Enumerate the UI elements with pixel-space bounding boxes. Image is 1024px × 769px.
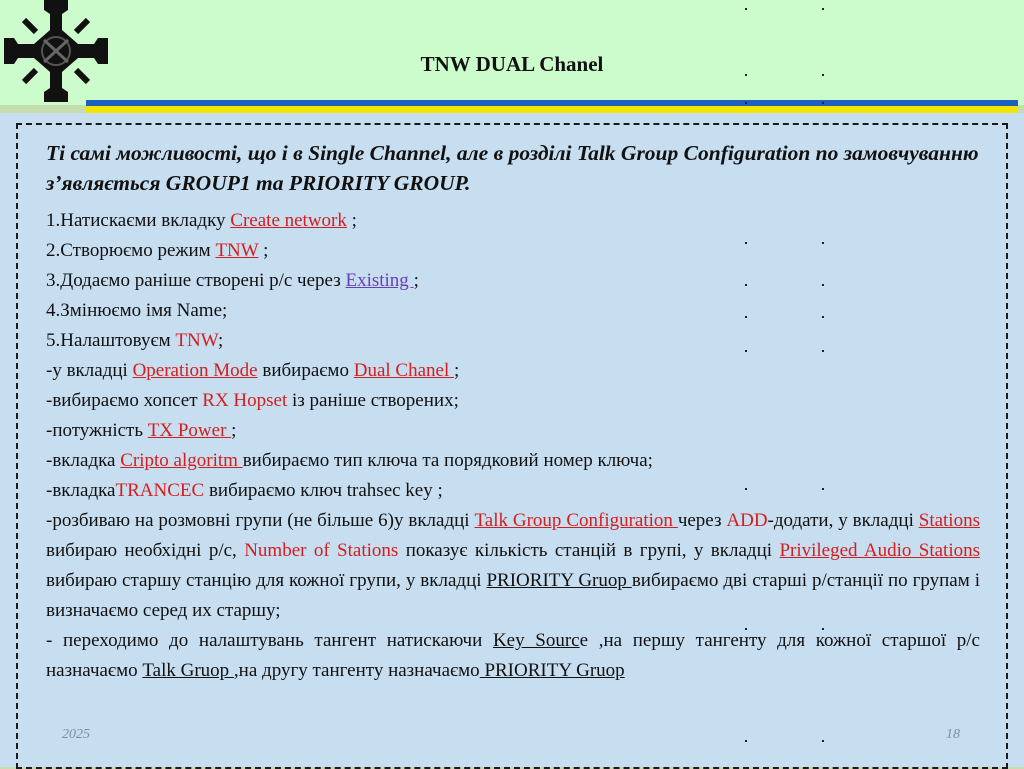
number-of-stations-label: Number of Stations	[244, 540, 399, 561]
talk-group-configuration-link[interactable]: Talk Group Configuration	[474, 510, 678, 531]
tnw-link[interactable]: TNW	[215, 240, 259, 261]
item-text: показує кількість станцій в групі, у вкладці	[398, 540, 780, 561]
existing-link[interactable]: Existing	[345, 270, 414, 291]
item-text: -потужність	[46, 420, 148, 441]
flag-stripe-yellow	[86, 106, 1018, 113]
priority-gruop-link[interactable]: PRIORITY Gruop	[486, 570, 632, 591]
cross-emblem-icon	[4, 0, 108, 102]
tx-power-link[interactable]: TX Power	[147, 420, 232, 441]
operation-mode-link[interactable]: Operation Mode	[132, 360, 258, 381]
step-text: 2.Створюємо режим	[46, 240, 216, 261]
step-4: 4.Змінюємо імя Name;	[46, 300, 228, 321]
footer-date: 2025	[62, 727, 90, 742]
item-text: ;	[453, 360, 460, 381]
step-text: ;	[217, 330, 224, 351]
dual-chanel-link[interactable]: Dual Chanel	[353, 360, 454, 381]
item-text: через	[677, 510, 727, 531]
item-text: - переходимо до налаштувань тангент натискаючи	[46, 630, 493, 651]
step-text: 1.Натискаєми вкладку	[46, 210, 231, 231]
step-text: ;	[346, 210, 357, 231]
decor-dot	[745, 74, 747, 76]
slide-body	[46, 138, 980, 686]
item-text: вибираємо тип ключа та порядковий номер ключа;	[242, 450, 653, 471]
step-text: ;	[413, 270, 419, 291]
decor-dot	[745, 740, 747, 742]
item-text: -розбиваю на розмовні групи (не більше 6)у вкладці	[46, 510, 475, 531]
item-text: ,на другу тангенту назначаємо	[233, 660, 480, 681]
step-text: 3.Додаємо раніше створені р/с через	[46, 270, 346, 291]
step-2	[46, 236, 980, 266]
item-text: із раніше створених;	[287, 390, 459, 411]
stations-link[interactable]: Stations	[918, 510, 980, 531]
talk-gruop-link[interactable]: Talk Gruop	[142, 660, 234, 681]
item-text: вибираю необхідні р/с,	[46, 540, 245, 561]
item-text: -вибираємо хопсет	[46, 390, 203, 411]
item-key-source	[46, 626, 980, 686]
slide-title: TNW DUAL Chanel	[420, 52, 604, 76]
intro-paragraph: Ті самі можливості, що і в Single Channel, але в розділі Talk Group Configuration по замовчуванню з’являється GROUP1 та PRIORITY GROUP.	[46, 141, 979, 195]
item-cripto	[46, 446, 980, 476]
item-text: -вкладка	[46, 480, 116, 501]
privileged-audio-stations-link[interactable]: Privileged Audio Stations	[779, 540, 980, 561]
decor-dot	[822, 74, 824, 76]
item-operation-mode	[46, 356, 980, 386]
step-1	[46, 206, 980, 236]
item-text: вибираємо ключ trahsec key ;	[204, 480, 443, 501]
step-5	[46, 326, 980, 356]
item-hopset	[46, 386, 980, 416]
page-number: 18	[946, 727, 960, 742]
tnw-label: TNW	[175, 330, 218, 351]
item-text: ;	[231, 420, 237, 441]
decor-dot	[745, 8, 747, 10]
item-text: вибираємо дві старші р/станції по групам і визначаємо серед их старшу;	[46, 570, 980, 621]
step-text: ;	[258, 240, 269, 261]
rx-hopset-label: RX Hopset	[202, 390, 288, 411]
decor-dot	[822, 102, 824, 104]
item-text: -у вкладці	[46, 360, 133, 381]
decor-dot	[822, 8, 824, 10]
step-3	[46, 266, 980, 296]
decor-dot	[822, 740, 824, 742]
item-power	[46, 416, 980, 446]
decor-dot	[745, 102, 747, 104]
slide-header	[0, 0, 1024, 105]
cripto-algoritm-link[interactable]: Cripto algoritm	[120, 450, 243, 471]
item-talk-groups	[46, 506, 980, 626]
item-text: e ,на першу тангенту для кожної старшої р/с назначаємо	[46, 630, 980, 681]
item-text: -вкладка	[46, 450, 121, 471]
priority-gruop-link-2[interactable]: PRIORITY Gruop	[479, 660, 625, 681]
item-trancec	[46, 476, 980, 506]
item-text: вибираю старшу станцію для кожної групи, у вкладці	[46, 570, 487, 591]
item-text: -додати, у вкладці	[767, 510, 919, 531]
key-source-link[interactable]: Key Sourc	[492, 630, 580, 651]
item-text: вибираємо	[257, 360, 354, 381]
add-label: ADD	[726, 510, 768, 531]
trancec-label: TRANCEC	[115, 480, 205, 501]
create-network-link[interactable]: Create network	[230, 210, 347, 231]
step-text: 5.Налаштовуєм	[46, 330, 176, 351]
